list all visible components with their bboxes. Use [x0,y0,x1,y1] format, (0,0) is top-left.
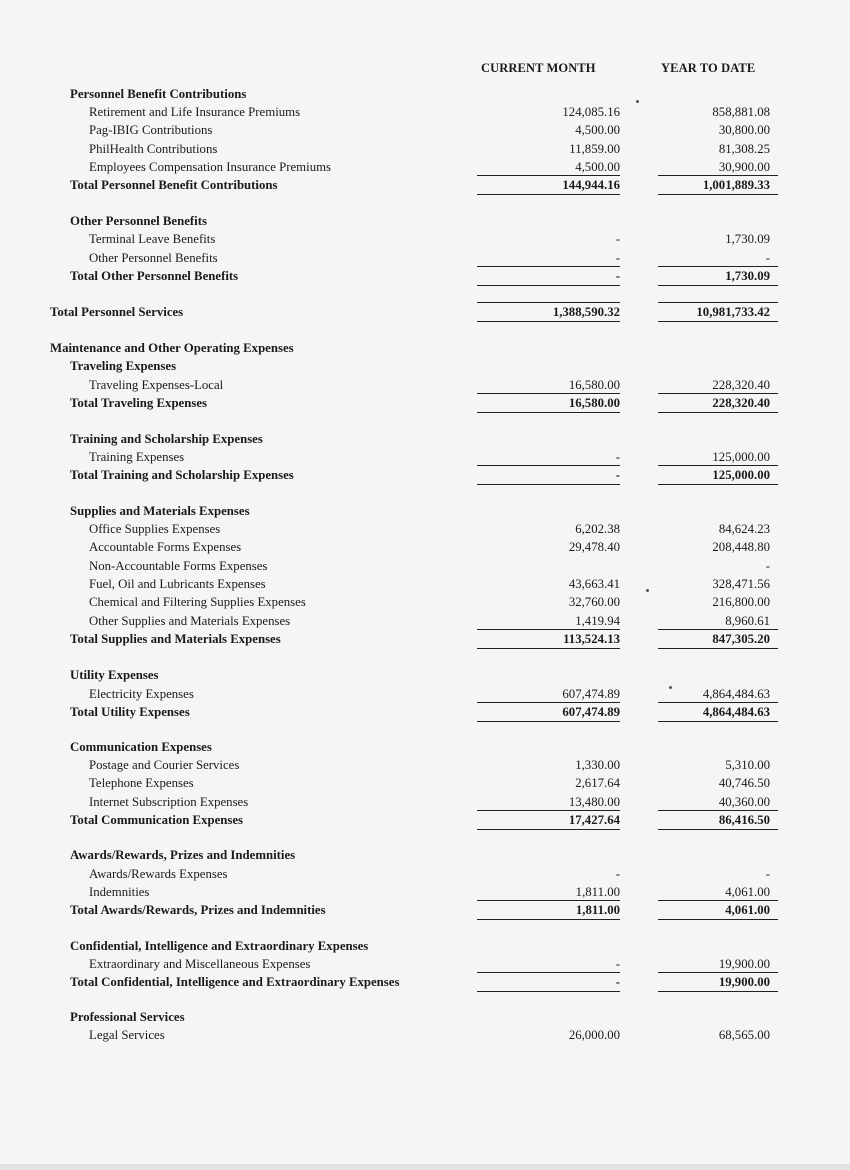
row-label: Fuel, Oil and Lubricants Expenses [89,577,266,591]
total-rule [477,321,620,322]
row-label: Personnel Benefit Contributions [70,87,247,101]
subtotal-rule [658,810,778,811]
current-month-value: 4,500.00 [575,160,620,174]
row-label: Communication Expenses [70,740,212,754]
subtotal-rule [658,465,778,466]
statement-row [0,593,850,611]
year-to-date-value: 40,360.00 [718,795,770,809]
current-month-value: 2,617.64 [575,776,620,790]
statement-row-heading [0,666,850,684]
year-to-date-value: 228,320.40 [712,378,770,392]
total-rule [658,991,778,992]
subtotal-rule [658,629,778,630]
row-label: Traveling Expenses [70,359,177,373]
year-to-date-value: 30,800.00 [718,123,770,137]
subtotal-rule [477,175,620,176]
current-month-value: 16,580.00 [568,396,620,410]
statement-row-heading [0,267,850,285]
subtotal-rule [658,702,778,703]
row-label: Other Personnel Benefits [70,214,207,228]
year-to-date-value: 216,800.00 [712,595,770,609]
subtotal-rule [477,900,620,901]
row-label: Pag-IBIG Contributions [89,123,213,137]
scan-speck [636,100,639,103]
row-label: Awards/Rewards Expenses [89,867,228,881]
year-to-date-value: 228,320.40 [712,396,770,410]
year-to-date-value: - [765,559,770,573]
statement-row-heading [0,502,850,520]
year-to-date-value: 858,881.08 [712,105,770,119]
statement-row [0,376,850,394]
row-label: PhilHealth Contributions [89,142,218,156]
current-month-value: 1,811.00 [575,885,620,899]
year-to-date-value: 328,471.56 [712,577,770,591]
current-month-value: 1,388,590.32 [552,305,620,319]
scan-speck [669,686,672,689]
statement-row [0,103,850,121]
row-label: Training and Scholarship Expenses [70,432,263,446]
subtotal-rule [477,702,620,703]
statement-row [0,685,850,703]
year-to-date-value: 8,960.61 [725,614,770,628]
current-month-value: 1,811.00 [575,903,620,917]
current-month-value: 17,427.64 [568,813,620,827]
year-to-date-value: 30,900.00 [718,160,770,174]
row-label: Employees Compensation Insurance Premiums [89,160,332,174]
subtotal-rule [658,972,778,973]
total-rule [658,321,778,322]
row-label: Total Confidential, Intelligence and Extraordinary Expenses [70,975,400,989]
total-rule [658,721,778,722]
statement-row [0,1026,850,1044]
subtotal-rule [477,302,620,303]
row-label: Maintenance and Other Operating Expenses [50,341,294,355]
year-to-date-value: 847,305.20 [712,632,770,646]
current-month-value: 6,202.38 [575,522,620,536]
current-month-value: 124,085.16 [562,105,620,119]
statement-row-heading [0,466,850,484]
statement-row [0,612,850,630]
statement-row [0,883,850,901]
current-month-value: 29,478.40 [568,540,620,554]
year-to-date-value: 40,746.50 [718,776,770,790]
statement-row-heading [0,1008,850,1026]
statement-row [0,538,850,556]
statement-row [0,230,850,248]
subtotal-rule [477,266,620,267]
subtotal-rule [477,810,620,811]
total-rule [658,484,778,485]
total-rule [658,412,778,413]
year-to-date-value: 4,061.00 [725,903,770,917]
statement-row-heading [0,738,850,756]
scan-speck [646,589,649,592]
scan-edge [0,1164,850,1170]
row-label: Total Personnel Benefit Contributions [70,178,278,192]
row-label: Total Communication Expenses [70,813,244,827]
row-label: Total Other Personnel Benefits [70,269,239,283]
statement-row [0,520,850,538]
statement-row-heading [0,846,850,864]
row-label: Internet Subscription Expenses [89,795,249,809]
row-label: Accountable Forms Expenses [89,540,242,554]
total-rule [658,285,778,286]
current-month-value: - [615,468,620,482]
current-month-value: - [615,450,620,464]
row-label: Confidential, Intelligence and Extraordinary Expenses [70,939,369,953]
statement-row-heading [0,394,850,412]
year-to-date-value: - [765,867,770,881]
statement-row-heading [0,430,850,448]
row-label: Total Supplies and Materials Expenses [70,632,281,646]
statement-row-heading [0,973,850,991]
row-label: Electricity Expenses [89,687,194,701]
current-month-value: 11,859.00 [569,142,620,156]
current-month-value: 1,419.94 [575,614,620,628]
statement-row-heading [0,811,850,829]
year-to-date-value: 125,000.00 [712,468,770,482]
current-month-header: CURRENT MONTH [481,61,596,75]
row-label: Professional Services [70,1010,185,1024]
subtotal-rule [658,302,778,303]
current-month-value: 43,663.41 [568,577,620,591]
row-label: Other Supplies and Materials Expenses [89,614,291,628]
row-label: Total Personnel Services [50,305,184,319]
year-to-date-value: 5,310.00 [725,758,770,772]
year-to-date-value: - [765,251,770,265]
row-label: Indemnities [89,885,150,899]
year-to-date-value: 84,624.23 [718,522,770,536]
statement-row-heading [0,176,850,194]
statement-row-heading [0,901,850,919]
year-to-date-value: 81,308.25 [718,142,770,156]
subtotal-rule [658,266,778,267]
total-rule [477,991,620,992]
row-label: Terminal Leave Benefits [89,232,216,246]
current-month-value: 32,760.00 [568,595,620,609]
total-rule [477,648,620,649]
statement-row-heading [0,303,850,321]
row-label: Extraordinary and Miscellaneous Expenses [89,957,311,971]
year-to-date-value: 10,981,733.42 [696,305,770,319]
statement-row-heading [0,630,850,648]
row-label: Total Utility Expenses [70,705,190,719]
total-rule [477,285,620,286]
row-label: Total Traveling Expenses [70,396,207,410]
row-label: Legal Services [89,1028,165,1042]
current-month-value: - [615,975,620,989]
year-to-date-header: YEAR TO DATE [661,61,756,75]
year-to-date-value: 1,001,889.33 [702,178,770,192]
subtotal-rule [477,393,620,394]
subtotal-rule [477,629,620,630]
current-month-value: - [615,957,620,971]
row-label: Total Training and Scholarship Expenses [70,468,294,482]
total-rule [658,194,778,195]
year-to-date-value: 1,730.09 [725,269,770,283]
current-month-value: 26,000.00 [568,1028,620,1042]
statement-row-heading [0,357,850,375]
row-label: Retirement and Life Insurance Premiums [89,105,301,119]
subtotal-rule [477,972,620,973]
subtotal-rule [658,393,778,394]
total-rule [477,919,620,920]
row-label: Traveling Expenses-Local [89,378,224,392]
statement-row-heading [0,703,850,721]
row-label: Supplies and Materials Expenses [70,504,250,518]
row-label: Non-Accountable Forms Expenses [89,559,268,573]
statement-row [0,774,850,792]
current-month-value: 607,474.89 [562,705,620,719]
year-to-date-value: 19,900.00 [718,975,770,989]
statement-row-heading [0,85,850,103]
statement-row [0,865,850,883]
total-rule [658,648,778,649]
current-month-value: - [615,232,620,246]
row-label: Awards/Rewards, Prizes and Indemnities [70,848,296,862]
year-to-date-value: 4,061.00 [725,885,770,899]
year-to-date-value: 68,565.00 [718,1028,770,1042]
subtotal-rule [658,175,778,176]
year-to-date-value: 125,000.00 [712,450,770,464]
statement-row [0,557,850,575]
statement-row [0,575,850,593]
row-label: Total Awards/Rewards, Prizes and Indemnities [70,903,326,917]
statement-row [0,140,850,158]
statement-row [0,249,850,267]
current-month-value: - [615,269,620,283]
subtotal-rule [658,900,778,901]
statement-row-heading [0,212,850,230]
row-label: Office Supplies Expenses [89,522,221,536]
statement-row-heading [0,937,850,955]
row-label: Postage and Courier Services [89,758,240,772]
row-label: Other Personnel Benefits [89,251,218,265]
year-to-date-value: 19,900.00 [718,957,770,971]
total-rule [477,721,620,722]
year-to-date-value: 4,864,484.63 [702,687,770,701]
total-rule [477,412,620,413]
row-label: Telephone Expenses [89,776,194,790]
current-month-value: - [615,867,620,881]
statement-row [0,756,850,774]
subtotal-rule [477,465,620,466]
row-label: Chemical and Filtering Supplies Expenses [89,595,306,609]
statement-row [0,121,850,139]
current-month-value: 144,944.16 [562,178,620,192]
total-rule [477,829,620,830]
row-label: Utility Expenses [70,668,159,682]
year-to-date-value: 1,730.09 [725,232,770,246]
statement-row [0,793,850,811]
total-rule [477,484,620,485]
statement-row [0,448,850,466]
year-to-date-value: 4,864,484.63 [702,705,770,719]
current-month-value: - [615,251,620,265]
current-month-value: 13,480.00 [568,795,620,809]
current-month-value: 1,330.00 [575,758,620,772]
row-label: Training Expenses [89,450,185,464]
year-to-date-value: 86,416.50 [718,813,770,827]
year-to-date-value: 208,448.80 [712,540,770,554]
total-rule [658,829,778,830]
current-month-value: 607,474.89 [562,687,620,701]
total-rule [477,194,620,195]
current-month-value: 16,580.00 [568,378,620,392]
total-rule [658,919,778,920]
statement-row-heading [0,339,850,357]
statement-row [0,158,850,176]
statement-row [0,955,850,973]
current-month-value: 4,500.00 [575,123,620,137]
current-month-value: 113,524.13 [563,632,620,646]
